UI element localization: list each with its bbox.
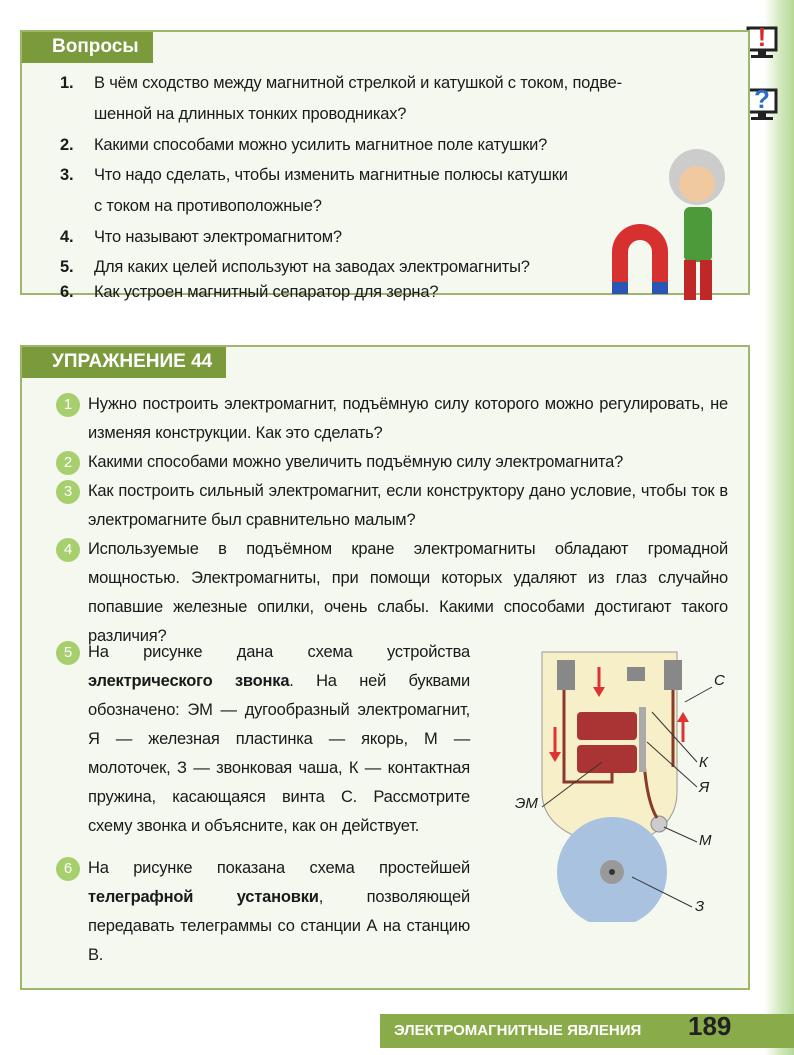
exercise-box (20, 345, 750, 990)
label-em: ЭМ (515, 795, 538, 812)
svg-text:?: ? (754, 84, 770, 114)
exercise-item-2: Какими способами можно увеличить подъёмную силу электромагнита? (88, 453, 624, 471)
question-5: 5. Для каких целей используют на заводах электромагниты? (60, 258, 530, 276)
question-2: 2. Какими способами можно усилить магнитное поле катушки? (60, 136, 548, 154)
label-z: З (695, 898, 705, 915)
scientist-with-magnet-illustration (592, 142, 752, 302)
exercise-number-5: 5 (56, 641, 80, 665)
exercise-number-3: 3 (56, 480, 80, 504)
page-edge-decoration (764, 0, 794, 1055)
question-4: 4. Что называют электромагнитом? (60, 228, 342, 246)
footer-section-title: ЭЛЕКТРОМАГНИТНЫЕ ЯВЛЕНИЯ (380, 1014, 794, 1048)
exercise-number-4: 4 (56, 538, 80, 562)
page-number: 189 (688, 1011, 732, 1041)
svg-text:!: ! (757, 22, 767, 52)
question-1: 1. В чём сходство между магнитной стрелкой и катушкой с током, подве- шенной на длинных тонких проводниках? (60, 74, 622, 123)
question-6: 6. Как устроен магнитный сепаратор для зерна? (60, 283, 439, 301)
questions-box (20, 30, 750, 301)
electric-bell-diagram (507, 642, 727, 922)
label-m: М (699, 832, 712, 849)
exercise-item-5: На рисунке дана схема устройства электрического звонка. На ней буквами обозначено: ЭМ — дугообразный электромагнит, Я — железная пластинка — якорь, М — молоточек, З — звонковая чаша, К — контактная пружина, касающаяся винта С. Рассмотрите схему звонка и объясните, как он действует. (88, 643, 470, 835)
exercise-number-2: 2 (56, 451, 80, 475)
monitor-question-icon (745, 82, 779, 122)
exercise-item-4: Используемые в подъёмном кране электромагниты обладают громадной мощностью. Электромагниты, при помощи которых удаляют из глаз случайно попавшие железные опилки, очень слабы. Какими способами достигают такого различия? (88, 540, 728, 645)
exercise-number-1: 1 (56, 393, 80, 417)
label-c: С (714, 672, 725, 689)
exercise-number-6: 6 (56, 857, 80, 881)
label-k: К (699, 754, 708, 771)
monitor-exclamation-icon (745, 20, 779, 60)
exercise-item-3: Как построить сильный электромагнит, если конструктору дано условие, чтобы ток в электромагните был сравнительно малым? (88, 482, 728, 529)
exercise-title: УПРАЖНЕНИЕ 44 (22, 347, 226, 378)
question-3: 3. Что надо сделать, чтобы изменить магнитные полюсы катушки с током на противоположные? (60, 166, 568, 215)
label-ya: Я (699, 779, 710, 796)
exercise-item-6: На рисунке показана схема простейшей телеграфной установки, позволяющей передавать телеграммы со станции А на станцию В. (88, 859, 470, 964)
exercise-item-1: Нужно построить электромагнит, подъёмную силу которого можно регулировать, не изменяя конструкции. Как это сделать? (88, 395, 728, 442)
questions-title: Вопросы (22, 32, 153, 63)
